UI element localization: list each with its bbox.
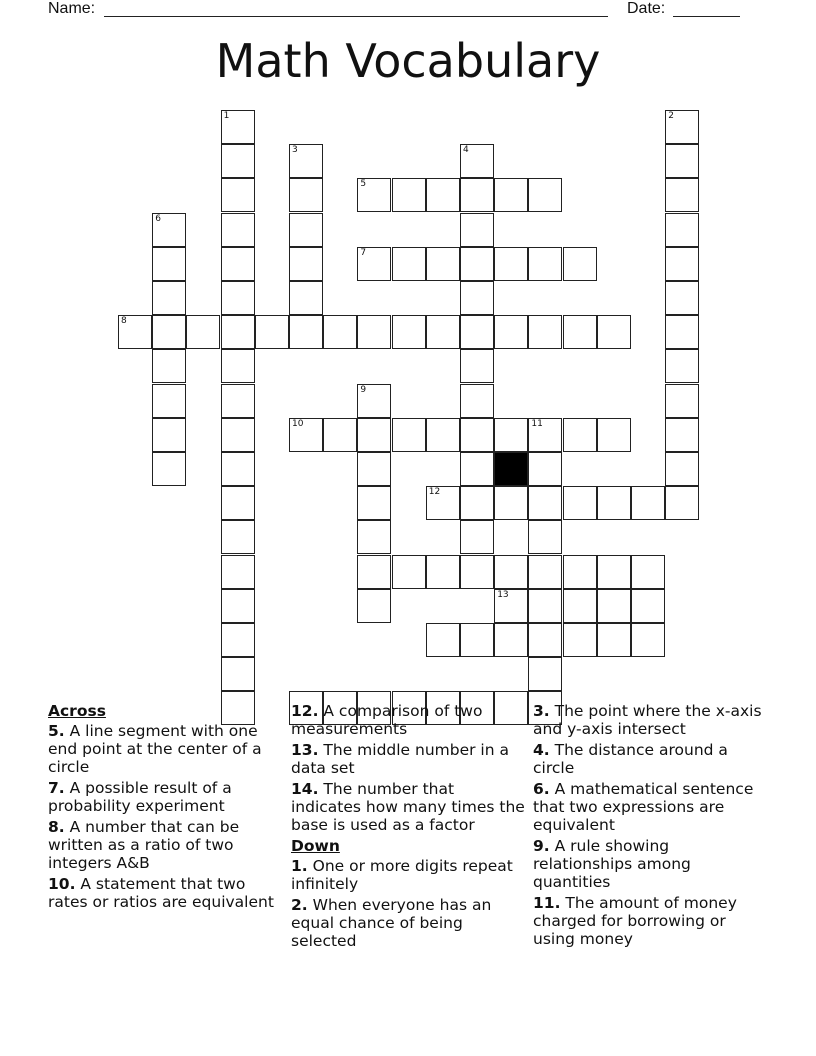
grid-cell[interactable] [392,247,426,281]
grid-cell[interactable] [494,418,528,452]
grid-cell[interactable] [665,418,699,452]
down-clue [533,741,768,777]
grid-cell[interactable] [289,315,323,349]
clue-number: 4. [533,741,550,759]
grid-cell[interactable] [631,623,665,657]
grid-cell[interactable] [528,452,562,486]
grid-cell[interactable] [597,486,631,520]
grid-cell[interactable] [392,555,426,589]
grid-cell[interactable] [460,452,494,486]
grid-cell[interactable] [528,657,562,691]
cell-number: 1 [223,111,230,121]
grid-cell[interactable] [221,520,255,554]
clue-text: The number that indicates how many times the base is used as a factor [291,780,525,834]
down-clue [533,837,768,891]
grid-cell[interactable] [597,589,631,623]
grid-cell[interactable] [221,418,255,452]
across-clue [48,818,283,872]
cell-number: 3 [292,145,298,156]
grid-cell[interactable] [289,281,323,315]
grid-cell[interactable] [494,486,528,520]
grid-cell[interactable] [494,555,528,589]
grid-cell[interactable] [460,623,494,657]
grid-cell[interactable] [357,384,391,418]
across-clue [48,779,283,815]
grid-cell[interactable] [597,418,631,452]
grid-cell[interactable] [665,315,699,349]
grid-cell[interactable] [426,178,460,212]
clue-text: One or more digits repeat infinitely [291,857,513,893]
date-label: Date: [627,0,666,17]
grid-cell[interactable] [665,178,699,212]
grid-cell[interactable] [460,486,494,520]
grid-cell[interactable] [221,589,255,623]
grid-cell[interactable] [460,178,494,212]
clue-text: A comparison of two measurements [291,702,483,738]
clue-number: 10. [48,875,76,893]
clue-number: 3. [533,702,550,720]
clue-number: 8. [48,818,65,836]
down-heading: Down [291,837,340,855]
grid-cell[interactable] [426,623,460,657]
grid-cell[interactable] [563,623,597,657]
grid-cell[interactable] [665,281,699,315]
grid-cell[interactable] [357,452,391,486]
grid-cell[interactable] [563,247,597,281]
grid-cell[interactable] [597,315,631,349]
grid-cell[interactable] [357,486,391,520]
grid-cell[interactable] [289,213,323,247]
grid-cell[interactable] [460,247,494,281]
grid-cell[interactable] [289,247,323,281]
grid-cell[interactable] [528,418,562,452]
cell-number: 7 [360,247,367,258]
across-clue [291,780,526,834]
grid-cell[interactable] [323,418,357,452]
down-clue [533,894,768,948]
cell-number: 6 [155,213,161,224]
grid-cell[interactable] [528,589,562,623]
across-heading: Across [48,702,106,720]
grid-cell[interactable] [563,555,597,589]
clue-column-3 [533,702,768,951]
grid-cell[interactable] [563,589,597,623]
grid-cell[interactable] [118,315,152,349]
grid-cell[interactable] [392,315,426,349]
grid-cell[interactable] [289,144,323,178]
cell-number: 13 [497,589,509,600]
clue-number: 14. [291,780,319,798]
grid-cell[interactable] [528,315,562,349]
grid-cell[interactable] [528,247,562,281]
grid-cell[interactable] [494,178,528,212]
grid-cell[interactable] [221,281,255,315]
black-cell [494,452,528,486]
grid-cell[interactable] [563,486,597,520]
grid-cell[interactable] [357,247,391,281]
cell-number: 8 [121,316,127,327]
grid-cell[interactable] [152,281,186,315]
grid-cell[interactable] [460,315,494,349]
clue-number: 12. [291,702,319,720]
grid-cell[interactable] [426,555,460,589]
clue-number: 9. [533,837,550,855]
clue-column-1 [48,702,283,914]
grid-cell[interactable] [460,555,494,589]
grid-cell[interactable] [460,384,494,418]
grid-cell[interactable] [221,315,255,349]
grid-cell[interactable] [528,178,562,212]
grid-cell[interactable] [152,315,186,349]
grid-cell[interactable] [357,555,391,589]
grid-cell[interactable] [357,178,391,212]
grid-cell[interactable] [563,418,597,452]
grid-cell[interactable] [460,281,494,315]
grid-cell[interactable] [289,178,323,212]
grid-cell[interactable] [494,623,528,657]
clue-text: A mathematical sentence that two expressions are equivalent [533,780,754,834]
grid-cell[interactable] [494,589,528,623]
grid-cell[interactable] [528,520,562,554]
across-clue [291,702,526,738]
clue-text: A possible result of a probability experiment [48,779,232,815]
grid-cell[interactable] [221,384,255,418]
grid-cell[interactable] [494,315,528,349]
grid-cell[interactable] [426,247,460,281]
grid-cell[interactable] [494,247,528,281]
down-clue [533,702,768,738]
grid-cell[interactable] [665,247,699,281]
grid-cell[interactable] [528,555,562,589]
grid-cell[interactable] [221,623,255,657]
grid-cell[interactable] [665,110,699,144]
grid-cell[interactable] [665,213,699,247]
grid-cell[interactable] [357,418,391,452]
grid-cell[interactable] [426,486,460,520]
grid-cell[interactable] [221,178,255,212]
clue-text: A rule showing relationships among quantities [533,837,691,891]
clue-text: A number that can be written as a ratio of two integers A&B [48,818,240,872]
grid-cell[interactable] [152,452,186,486]
grid-cell[interactable] [665,452,699,486]
grid-cell[interactable] [221,213,255,247]
grid-cell[interactable] [665,144,699,178]
clue-text: The amount of money charged for borrowing or using money [533,894,737,948]
cell-number: 2 [668,111,674,121]
grid-cell[interactable] [426,418,460,452]
grid-cell[interactable] [357,589,391,623]
down-clue [291,857,526,893]
across-clue [48,875,283,911]
name-label: Name: [48,0,96,17]
cell-number: 5 [360,179,367,190]
clue-number: 2. [291,896,308,914]
clue-text: The point where the x-axis and y-axis intersect [533,702,762,738]
cell-number: 12 [428,487,441,498]
grid-cell[interactable] [221,110,255,144]
cell-number: 11 [531,418,543,429]
cell-number: 4 [463,145,469,156]
clue-number: 11. [533,894,561,912]
grid-cell[interactable] [597,623,631,657]
grid-cell[interactable] [631,555,665,589]
grid-cell[interactable] [357,520,391,554]
clue-column-2 [291,702,526,953]
across-clue [48,722,283,776]
grid-cell[interactable] [528,623,562,657]
grid-cell[interactable] [152,213,186,247]
clue-text: A line segment with one end point at the center of a circle [48,722,262,776]
clue-number: 5. [48,722,65,740]
across-clue [291,741,526,777]
clue-number: 6. [533,780,550,798]
page-title: Math Vocabulary [215,34,601,88]
down-clue [291,896,526,950]
grid-cell[interactable] [665,349,699,383]
grid-cell[interactable] [392,418,426,452]
clue-text: The distance around a circle [533,741,728,777]
grid-cell[interactable] [597,555,631,589]
grid-cell[interactable] [426,315,460,349]
grid-cell[interactable] [221,486,255,520]
grid-cell[interactable] [221,657,255,691]
grid-cell[interactable] [323,315,357,349]
grid-cell[interactable] [221,452,255,486]
grid-cell[interactable] [460,520,494,554]
grid-cell[interactable] [221,144,255,178]
grid-cell[interactable] [631,486,665,520]
grid-cell[interactable] [460,418,494,452]
grid-cell[interactable] [665,486,699,520]
grid-cell[interactable] [528,486,562,520]
grid-cell[interactable] [221,349,255,383]
grid-cell[interactable] [460,144,494,178]
clue-number: 7. [48,779,65,797]
grid-cell[interactable] [255,315,289,349]
grid-cell[interactable] [631,589,665,623]
grid-cell[interactable] [152,418,186,452]
grid-cell[interactable] [289,418,323,452]
grid-cell[interactable] [357,315,391,349]
grid-cell[interactable] [152,384,186,418]
grid-cell[interactable] [221,247,255,281]
grid-cell[interactable] [392,178,426,212]
grid-cell[interactable] [186,315,220,349]
down-clue [533,780,768,834]
clue-text: A statement that two rates or ratios are equivalent [48,875,274,911]
grid-cell[interactable] [460,213,494,247]
grid-cell[interactable] [221,555,255,589]
grid-cell[interactable] [563,315,597,349]
grid-cell[interactable] [152,247,186,281]
clue-text: When everyone has an equal chance of being selected [291,896,492,950]
grid-cell[interactable] [460,349,494,383]
grid-cell[interactable] [152,349,186,383]
clue-text: The middle number in a data set [291,741,509,777]
cell-number: 9 [360,384,367,395]
grid-cell[interactable] [665,384,699,418]
clue-number: 13. [291,741,319,759]
clue-number: 1. [291,857,308,875]
cell-number: 10 [292,418,304,429]
